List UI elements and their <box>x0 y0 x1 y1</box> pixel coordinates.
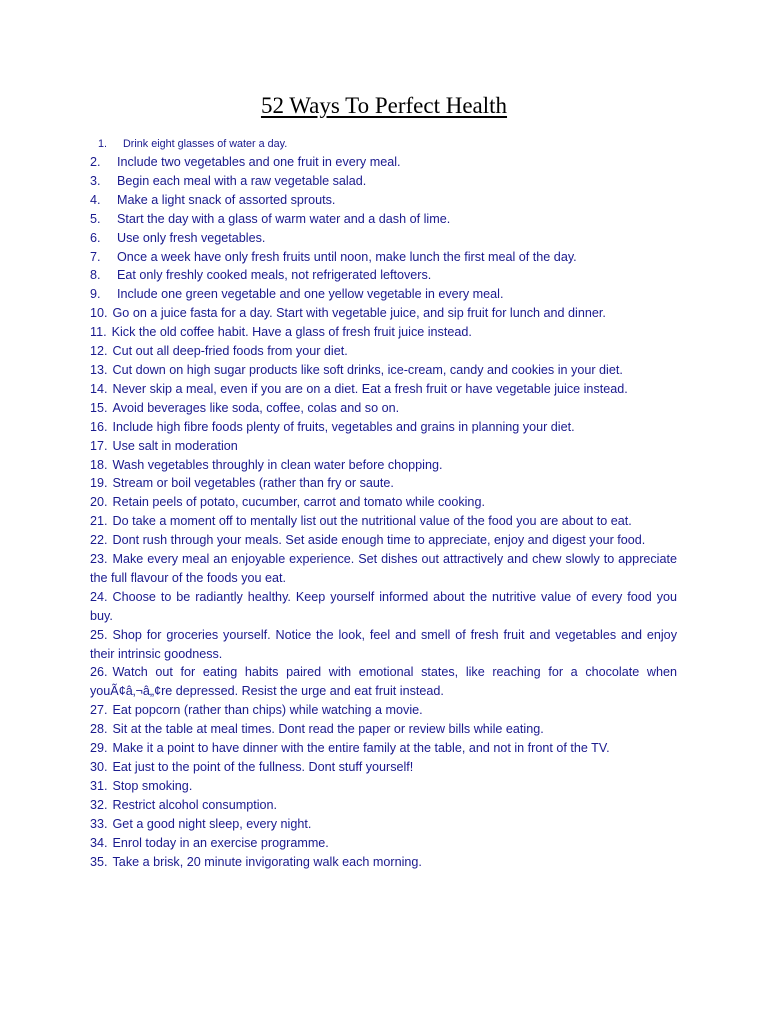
item-text: Take a brisk, 20 minute invigorating walk each morning. <box>112 854 422 869</box>
item-text: Eat just to the point of the fullness. Dont stuff yourself! <box>112 760 414 774</box>
item-number: 26. <box>90 665 108 680</box>
list-item <box>90 304 677 323</box>
item-text: Wash vegetables throughly in clean water before chopping. <box>112 457 443 472</box>
item-number: 14. <box>90 381 108 396</box>
item-number: 9. <box>90 287 101 302</box>
item-number: 24. <box>90 589 108 604</box>
item-number: 17. <box>90 438 108 453</box>
item-text: Get a good night sleep, every night. <box>112 816 312 831</box>
list-item <box>90 229 677 248</box>
list-item <box>90 834 677 853</box>
list-item <box>90 815 677 834</box>
item-text: Start the day with a glass of warm water and a dash of lime. <box>117 211 451 226</box>
item-number: 18. <box>90 457 108 472</box>
list-item <box>90 399 677 418</box>
item-number: 29. <box>90 741 108 756</box>
item-number: 16. <box>90 419 108 434</box>
list-item <box>90 248 677 267</box>
list-item <box>90 342 677 361</box>
item-text: Use salt in moderation <box>112 438 238 453</box>
item-number: 8. <box>90 268 101 283</box>
list-item <box>90 531 677 550</box>
list-item <box>90 380 677 399</box>
item-text: Make it a point to have dinner with the entire family at the table, and not in front of the TV. <box>112 741 610 756</box>
list-item <box>90 172 677 191</box>
item-text: Go on a juice fasta for a day. Start with vegetable juice, and sip fruit for lunch and dinner. <box>112 306 606 321</box>
item-text: Begin each meal with a raw vegetable salad. <box>117 173 367 188</box>
item-number: 34. <box>90 835 108 850</box>
item-number: 12. <box>90 344 108 359</box>
list-item <box>90 418 677 437</box>
list-item <box>90 493 677 512</box>
item-text: Do take a moment off to mentally list out the nutritional value of the food you are about to eat. <box>112 514 632 529</box>
item-text: Drink eight glasses of water a day. <box>123 138 288 150</box>
list-item <box>90 285 677 304</box>
list-item <box>90 323 677 342</box>
item-number: 19. <box>90 476 108 491</box>
list-item <box>90 777 677 796</box>
list-item <box>90 588 677 626</box>
item-text: Dont rush through your meals. Set aside enough time to appreciate, enjoy and digest your food. <box>112 533 646 548</box>
list-item <box>90 437 677 456</box>
item-number: 6. <box>90 230 101 245</box>
item-number: 2. <box>90 155 101 169</box>
item-text: Include high fibre foods plenty of fruits, vegetables and grains in planning your diet. <box>112 419 575 434</box>
item-text: Kick the old coffee habit. Have a glass of fresh fruit juice instead. <box>111 325 472 340</box>
health-tips-list <box>90 135 677 871</box>
item-number: 15. <box>90 400 108 415</box>
item-text: Retain peels of potato, cucumber, carrot and tomato while cooking. <box>112 495 485 510</box>
list-item <box>90 456 677 475</box>
item-text: Cut down on high sugar products like soft drinks, ice-cream, candy and cookies in your diet. <box>112 362 623 377</box>
item-text: Enrol today in an exercise programme. <box>112 835 329 850</box>
list-item <box>90 474 677 493</box>
item-text: Restrict alcohol consumption. <box>112 797 278 812</box>
list-item <box>90 758 677 777</box>
item-text: Choose to be radiantly healthy. Keep yourself informed about the nutritive value of every food you buy. <box>90 589 677 623</box>
list-item <box>90 266 677 285</box>
page-title <box>0 92 768 120</box>
list-item <box>90 153 677 172</box>
item-text: Stream or boil vegetables (rather than fry or saute. <box>112 476 394 491</box>
item-number: 32. <box>90 797 108 812</box>
item-text: Make every meal an enjoyable experience. Set dishes out attractively and chew slowly to appreciate the full flavour of the foods you eat. <box>90 552 677 585</box>
item-text: Once a week have only fresh fruits until noon, make lunch the first meal of the day. <box>117 249 577 264</box>
item-text: Include two vegetables and one fruit in every meal. <box>117 155 401 169</box>
item-number: 13. <box>90 362 108 377</box>
item-text: Include one green vegetable and one yellow vegetable in every meal. <box>117 287 504 302</box>
item-number: 33. <box>90 816 108 831</box>
item-number: 11. <box>90 325 107 340</box>
list-item <box>90 361 677 380</box>
item-number: 31. <box>90 778 108 793</box>
list-item <box>90 210 677 229</box>
item-text: Avoid beverages like soda, coffee, colas and so on. <box>112 400 400 415</box>
list-item <box>90 191 677 210</box>
list-item <box>90 550 677 588</box>
item-text: Eat popcorn (rather than chips) while watching a movie. <box>112 703 423 718</box>
item-number: 21. <box>90 514 108 529</box>
item-text: Eat only freshly cooked meals, not refrigerated leftovers. <box>117 268 432 283</box>
item-number: 25. <box>90 627 108 642</box>
list-item <box>90 626 677 664</box>
item-number: 27. <box>90 703 108 718</box>
item-text: Make a light snack of assorted sprouts. <box>117 192 336 207</box>
item-text: Sit at the table at meal times. Dont read the paper or review bills while eating. <box>112 722 544 737</box>
item-text: Use only fresh vegetables. <box>117 230 266 245</box>
list-item <box>90 663 677 701</box>
item-number: 3. <box>90 173 101 188</box>
list-item <box>90 512 677 531</box>
item-number: 5. <box>90 211 101 226</box>
item-number: 4. <box>90 192 101 207</box>
item-number: 23. <box>90 552 108 567</box>
item-number: 28. <box>90 722 108 737</box>
item-text: Never skip a meal, even if you are on a diet. Eat a fresh fruit or have vegetable juice instead. <box>112 381 628 396</box>
item-text: Shop for groceries yourself. Notice the look, feel and smell of fresh fruit and vegetables and enjoy their intrinsic goodness. <box>90 627 677 661</box>
list-item <box>90 739 677 758</box>
item-text: Cut out all deep-fried foods from your diet. <box>112 344 348 359</box>
list-item <box>90 796 677 815</box>
item-text: Watch out for eating habits paired with emotional states, like reaching for a chocolate when youÃ¢â‚¬â„¢re depressed. Resist the urge and eat fruit instead. <box>90 665 677 699</box>
item-number: 1. <box>98 138 108 150</box>
list-item <box>90 720 677 739</box>
item-number: 10. <box>90 306 108 321</box>
item-number: 7. <box>90 249 101 264</box>
item-number: 22. <box>90 533 108 548</box>
list-item <box>90 701 677 720</box>
title-text: 52 Ways To Perfect Health <box>260 93 508 118</box>
item-number: 20. <box>90 495 108 510</box>
item-number: 35. <box>90 854 108 869</box>
item-number: 30. <box>90 760 108 774</box>
list-item <box>90 853 677 872</box>
list-item <box>90 135 677 153</box>
item-text: Stop smoking. <box>112 778 193 793</box>
